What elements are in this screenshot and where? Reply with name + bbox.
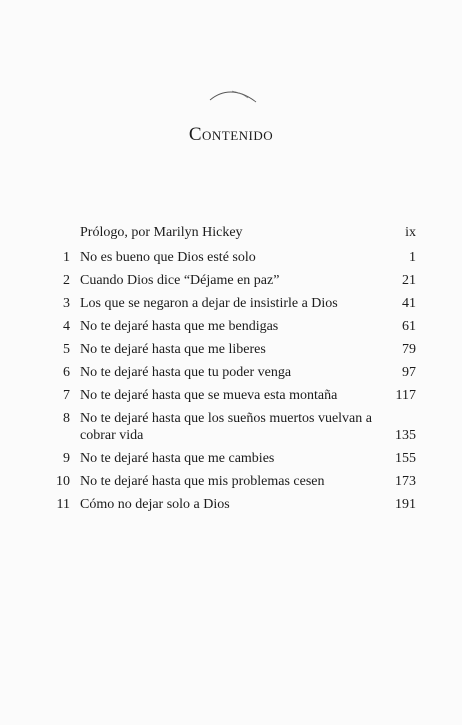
toc-entry-page: 79	[402, 342, 416, 357]
toc-entry-title: Prólogo, por Marilyn Hickey	[80, 225, 243, 240]
toc-entry-title: Cómo no dejar solo a Dios	[80, 497, 230, 512]
toc-entry-number: 5	[63, 342, 70, 357]
toc-entry-title: Los que se negaron a dejar de insistirle a Dios	[80, 296, 338, 311]
toc-entry-title: Cuando Dios dice “Déjame en paz”	[80, 273, 280, 288]
toc-entry-page: 41	[402, 296, 416, 311]
toc-entry-title: No te dejaré hasta que los sueños muertos vuelvan a cobrar vida	[80, 411, 372, 443]
toc-entry-title: No te dejaré hasta que tu poder venga	[80, 365, 292, 380]
toc-entry-number: 11	[56, 497, 70, 512]
toc-entry-number: 9	[63, 451, 70, 466]
toc-entry-page: 173	[395, 474, 416, 489]
toc-entry-title: No te dejaré hasta que me bendigas	[80, 319, 279, 334]
toc-entry-number: 6	[63, 365, 70, 380]
toc-entry-page: ix	[405, 225, 416, 240]
toc-entry-page: 61	[402, 319, 416, 334]
toc-entry-page: 191	[395, 497, 416, 512]
toc-entry-page: 97	[402, 365, 416, 380]
page-title: Contenido	[188, 124, 274, 145]
toc-entry-page: 117	[395, 388, 416, 403]
toc-entry-number: 2	[63, 273, 70, 288]
toc-entry-page: 155	[395, 451, 416, 466]
toc-entry-page: 135	[395, 428, 416, 443]
toc-entry-number: 7	[63, 388, 70, 403]
toc-entry-title: No te dejaré hasta que mis problemas cesen	[80, 474, 325, 489]
toc-entry-number: 10	[56, 474, 70, 489]
toc-entry-number: 8	[63, 411, 70, 426]
toc-entry-title: No te dejaré hasta que se mueva esta montaña	[80, 388, 338, 403]
toc-entry-title: No te dejaré hasta que me cambies	[80, 451, 275, 466]
toc-entry-title: No te dejaré hasta que me liberes	[80, 342, 266, 357]
toc-entry-number: 3	[63, 296, 70, 311]
toc-entry-page: 21	[402, 273, 416, 288]
toc-entry-title: No es bueno que Dios esté solo	[80, 250, 256, 265]
toc-entry-number: 1	[63, 250, 70, 265]
toc-entry-number: 4	[63, 319, 70, 334]
toc-entry-page: 1	[409, 250, 416, 265]
